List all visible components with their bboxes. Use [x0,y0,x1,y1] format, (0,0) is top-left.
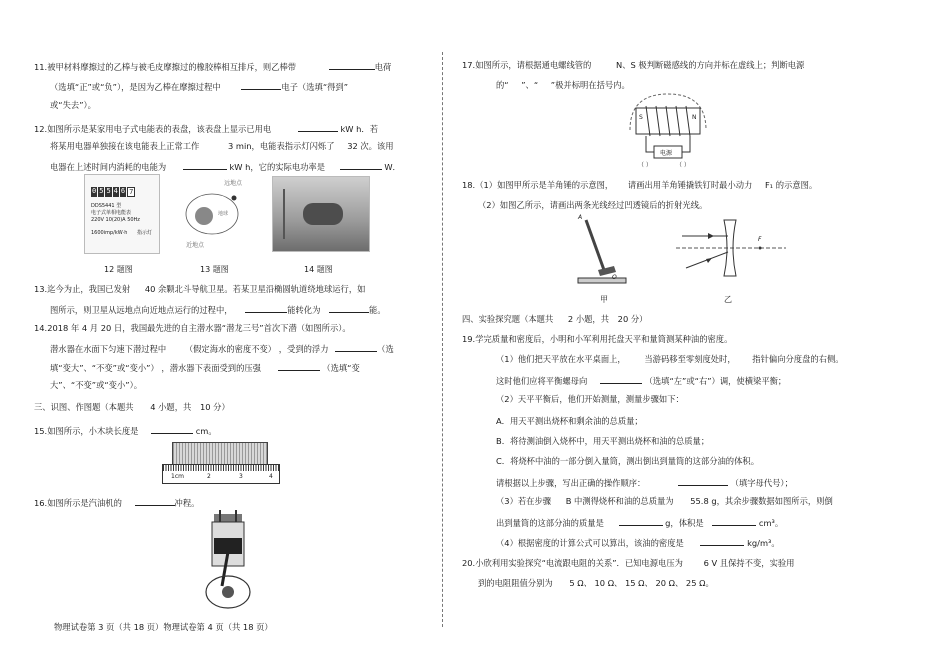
q19-p1-line2-a: 这时他们应将平衡螺母向 [496,376,588,386]
submersible-photo [272,176,370,252]
meter-spec: 220V 10(20)A 50Hz [91,217,140,223]
q19-blank-1[interactable] [600,374,642,384]
section4-c: 20 分） [617,314,648,324]
q14-line2-d: （选 [377,344,394,354]
q11-text: 11.被甲材料摩擦过的乙棒与被毛皮摩擦过的橡胶棒相互排斥，则乙棒带 [34,62,297,72]
q20-line1 [462,558,794,569]
wire-right [682,136,690,152]
meter-digit: 7 [129,188,134,196]
ruler-figure [162,438,280,486]
focal-point [759,247,762,250]
meter-name: 电子式单相电能表 [91,210,132,216]
q11-blank-1[interactable] [329,60,375,70]
q19-p1-line2-b: （选填“左”或“右”）调，使横梁平衡； [644,376,787,386]
q12-line3-a: 电器在上述时间内消耗的电能为 [50,162,167,172]
q13-line2 [50,303,386,316]
orbit-near-label: 近地点 [186,242,205,249]
q17-line2-c: ”极并标明在括号内。 [550,80,630,90]
q12-line3 [50,160,401,173]
meter-digit: 0 [92,187,97,195]
pole-n-label: N [692,114,697,121]
q11-line2-a: （选填“正”或“负”），是因为乙棒在摩擦过程中 [50,82,221,92]
q14-line3 [50,361,360,374]
caption-yi: 乙 [724,295,732,304]
meter-digit: 5 [106,187,111,195]
meter-digit: 5 [99,187,104,195]
section4-b: 2 小题，共 [567,314,610,324]
q20-line1-a: 20.小欣利用实验探究“电流跟电阻的关系”．已知电源电压为 [462,558,683,568]
q13-line1 [34,284,365,295]
q17-line2 [496,80,630,91]
earth-icon [195,207,213,225]
q12-line1-text: 12.如图所示是某家用电子式电能表的表盘，该表盘上显示已用电 [34,124,272,134]
engine-diagram [196,508,260,616]
column-divider [442,52,443,627]
q20-line1-b: 6 V 且保持不变，实验用 [703,558,795,568]
q14-line3-a: 填“变大”、“不变”或“变小”） [50,363,159,373]
meter-digit: 4 [113,187,118,195]
arrow-icon [706,258,712,263]
pole-s-label: S [639,114,643,121]
q13-blank-1[interactable] [245,303,287,313]
q19-p4-a: （4）根据密度的计算公式可以算出，该油的密度是 [496,538,684,548]
ruler [162,464,280,484]
q19-step-b: B．将待测油倒入烧杯中，用天平测出烧杯和油的总质量； [496,436,710,446]
q19-p3-line2-a: 出到量筒的这部分油的质量是 [496,518,604,528]
gasoline-engine-figure [196,508,260,616]
q11-tail: 电荷 [374,62,392,72]
q19-p1-line2 [496,374,786,387]
q14-blank-1[interactable] [335,342,377,352]
q19-p2: （2）天平平衡后，他们开始测量，测量步骤如下： [496,394,684,404]
q12-blank-3[interactable] [340,160,382,170]
q19-p3 [496,496,833,507]
meter-digit: 6 [120,187,126,195]
q12-line3-b: kW h，它的实际电功率是 [229,162,326,172]
q13-line2-b: 能转化为 [287,305,321,315]
ruler-ticks [163,465,279,471]
q19-blank-volume[interactable] [712,516,756,526]
q19-p1-b: 当游码移至零刻度处时， [644,354,736,364]
q19-order-b: （填字母代号）； [730,478,793,488]
meter-labels [91,203,152,237]
q19-intro: 19.学完质量和密度后，小明和小军利用托盘天平和量筒测某种油的密度。 [462,334,733,344]
q15-text: 15.如图所示，小木块长度是 [34,426,139,436]
caption-14: 14 题图 [304,265,333,274]
meter-lamp: 指示灯 [137,230,153,236]
q18-line2: （2）如图乙所示，请画出两条光线经过凹透镜后的折射光线。 [478,200,708,210]
q19-step-a: A．用天平测出烧杯和剩余油的总质量； [496,416,643,426]
q18-line1-b: 请画出用羊角锤撬铁钉时最小动力 [627,180,753,190]
q12-unit: kW h．若 [340,124,378,134]
pole-answer-right[interactable]: （ ） [676,162,690,169]
q11-blank-2[interactable] [241,80,281,90]
q17-line2-b: ”、“ [521,80,539,90]
caption-jia: 甲 [600,295,608,304]
coil-turn [686,106,690,136]
meter-digits [91,187,135,197]
submersible-body [303,203,343,225]
q19-blank-mass[interactable] [619,516,663,526]
q19-p3-b: B 中测得烧杯和油的总质量为 [565,496,674,506]
section-4-heading [462,314,647,325]
q11-line2 [50,80,348,93]
q19-p4 [496,536,780,549]
q12-line2-a: 将某用电器单独接在该电能表上正常工作 [50,141,200,151]
q17-line2-a: 的“ [496,80,509,90]
lens-diagram [672,214,790,282]
q18-line1-c: F₁ 的示意图。 [764,180,818,190]
q19-blank-order[interactable] [678,476,728,486]
q16-line [34,496,199,509]
q19-blank-density[interactable] [700,536,744,546]
crane-arm [283,189,285,239]
q12-line1 [34,122,378,135]
wire-left [646,136,654,152]
q17-line1-a: 17.如图所示，请根据通电螺线管的 [462,60,592,70]
electric-meter-figure [84,174,160,254]
q11-line1 [34,60,391,73]
q14-line4: 大”、“不变”或“变小”）。 [50,380,143,390]
orbit-far-label: 远地点 [224,180,243,187]
q16-tail: 冲程。 [174,498,200,508]
meter-model: DDS5441 型 [91,203,122,209]
ruler-label-2: 2 [207,473,211,480]
caption-13: 13 题图 [200,265,229,274]
q18-line1-a: 18.（1）如图甲所示是羊角锤的示意图， [462,180,614,190]
hammer-handle [586,220,604,270]
q19-p1 [496,354,844,365]
piston [214,538,242,554]
hammer-point-a: A [578,214,583,221]
pole-answer-left[interactable]: （ ） [638,162,652,169]
section3-a: 三、识图、作图题（本题共 [34,402,134,412]
q18-line1 [462,180,817,191]
q12-line2-b: 3 min，电能表指示灯闪烁了 [228,141,335,151]
q17-line1 [462,60,804,71]
hammer-point-o: O [612,274,617,281]
crankshaft [222,586,234,598]
coil-turn [666,106,670,136]
q14-line3-c: （选填“变 [322,363,360,373]
q20-line2-b: 5 Ω、 10 Ω、 15 Ω、 20 Ω、 25 Ω。 [569,578,714,588]
wood-block [172,442,268,466]
q16-blank[interactable] [135,496,175,506]
q14-line2-b: （假定海水的密度不变） [184,344,277,354]
q16-text: 16.如图所示是汽油机的 [34,498,122,508]
section3-c: 10 分） [199,402,230,412]
q19-p3-a: （3）若在步骤 [496,496,552,506]
power-source-label: 电源 [660,150,673,157]
board [578,278,626,283]
claw-hammer-figure [574,214,630,286]
section3-b: 4 小题，共 [150,402,192,412]
q19-p1-a: （1）他们把天平放在水平桌面上， [496,354,626,364]
q12-line2 [50,141,394,152]
q19-order-a: 请根据以上步骤，写出正确的操作顺序： [496,478,646,488]
caption-12: 12 题图 [104,265,133,274]
coil-turn [656,106,660,136]
ruler-label-3: 3 [239,473,243,480]
hammer-diagram [574,214,630,286]
q14-line1: 14.2018 年 4 月 20 日，我国最先进的自主潜水器“潜龙三号”首次下潜（如图所示）。 [34,323,351,333]
page-footer: 物理试卷第 3 页（共 18 页）物理试卷第 4 页（共 18 页） [54,622,273,632]
q12-blank-1[interactable] [298,122,338,132]
q13-blank-2[interactable] [329,303,369,313]
q19-p1-c: 指针偏向分度盘的右侧。 [752,354,844,364]
q15-line [34,424,217,437]
q19-p3-line2-c: cm³。 [758,518,784,528]
q12-blank-2[interactable] [183,160,227,170]
q13-line2-a: 图所示，则卫星从远地点向近地点运行的过程中， [50,305,233,315]
q14-blank-2[interactable] [278,361,320,371]
ruler-label-4: 4 [269,473,273,480]
q14-line3-b: ，潜水器下表面受到的压强 [161,363,261,373]
orbit-earth-label: 地球 [218,211,229,217]
satellite-orbit-figure [180,174,244,252]
q14-line2 [50,342,394,355]
coil-turn [676,106,680,136]
engine-head [214,514,242,522]
q13-line1-b: 40 余颗北斗导航卫星。若某卫星沿椭圆轨道绕地球运行，如 [144,284,366,294]
q19-p4-b: kg/m³。 [747,538,780,548]
q12-line3-c: W． [384,162,401,172]
q19-p3-line2 [496,516,783,529]
q17-line1-b: N、S 极判断磁感线的方向并标在虚线上；判断电源 [616,60,805,70]
arrow-icon [708,233,714,239]
q20-line2 [478,578,714,589]
q19-p3-line2-b: g，体积是 [665,518,704,528]
q13-line1-a: 13.迄今为止，我国已发射 [34,284,131,294]
q15-blank[interactable] [151,424,193,434]
q11-line2-b: 电子（选填“得到” [281,82,349,92]
meter-imp: 1600imp/kW·h [91,230,128,236]
ruler-label-1cm: 1cm [171,473,184,480]
q14-line2-a: 潜水器在水面下匀速下潜过程中 [50,344,167,354]
q20-line2-a: 到的电阻阻值分别为 [478,578,553,588]
q15-unit: cm。 [195,426,217,436]
concave-lens-figure [672,214,790,282]
q19-p3-c: 55.8 g，其余步骤数据如图所示，则倒 [690,496,833,506]
section4-a: 四、实验探究题（本题共 [462,314,554,324]
q12-line2-c: 32 次。该用 [347,141,394,151]
q19-order [496,476,793,489]
q11-line3: 或“失去”）。 [50,100,96,110]
satellite-icon [232,196,237,201]
focal-label: F [758,236,762,243]
solenoid-figure [626,88,710,172]
section-3-heading [34,402,230,413]
coil-turn [646,106,650,136]
q13-line2-c: 能。 [369,305,386,315]
q14-line2-c: ，受到的浮力 [278,344,329,354]
q19-step-c: C．将烧杯中油的一部分倒入量筒，测出倒出到量筒的这部分油的体积。 [496,456,759,466]
